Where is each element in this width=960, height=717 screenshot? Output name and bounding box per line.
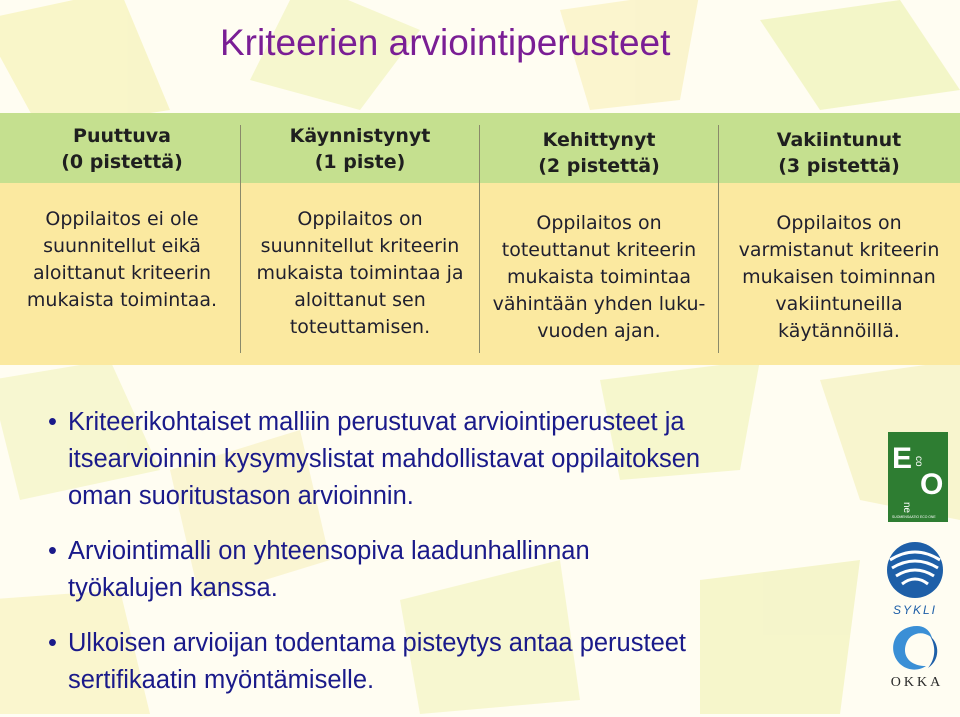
column-body: [240, 206, 480, 341]
body-line: Oppilaitos on: [536, 212, 662, 234]
body-line: aloittanut sen: [294, 289, 426, 311]
column-header-points: (3 pistettä): [778, 155, 900, 177]
body-line: Oppilaitos on: [297, 208, 423, 230]
body-line: vuoden ajan.: [537, 320, 661, 342]
bullet-list: [46, 404, 876, 717]
column-header-title: Kehittynyt: [542, 129, 656, 151]
bullet-item: [46, 625, 876, 699]
body-line: suunnitellut eikä: [43, 235, 201, 257]
bullet-dot-icon: •: [48, 629, 57, 657]
column-header-title: Puuttuva: [73, 125, 171, 147]
column-header-points: (2 pistettä): [538, 155, 660, 177]
criteria-table: [0, 113, 960, 365]
body-line: mukaisen toiminnan: [742, 266, 936, 288]
svg-text:O: O: [920, 468, 944, 501]
column-kaynnistynyt: [240, 113, 480, 365]
body-line: Oppilaitos ei ole: [45, 208, 199, 230]
column-body: [718, 210, 960, 345]
body-line: vähintään yhden luku-: [492, 293, 706, 315]
body-line: toteuttamisen.: [289, 316, 431, 338]
column-kehittynyt: [479, 113, 719, 365]
body-line: Oppilaitos on: [776, 212, 902, 234]
column-header-title: Käynnistynyt: [289, 125, 431, 147]
column-header-title: Vakiintunut: [776, 129, 902, 151]
column-body: [0, 206, 244, 314]
bullet-line: työkalujen kanssa.: [68, 574, 278, 602]
column-header: [0, 123, 244, 175]
svg-text:ne: ne: [901, 502, 912, 514]
svg-text:co: co: [913, 456, 924, 467]
column-header-points: (1 piste): [314, 151, 406, 173]
svg-text:SYKLI: SYKLI: [892, 603, 938, 617]
body-line: mukaista toimintaa.: [26, 289, 218, 311]
page-title: Kriteerien arviointiperusteet: [220, 22, 671, 63]
svg-text:OKKA: OKKA: [890, 675, 944, 690]
bullet-line: oman suoritustason arvioinnin.: [68, 482, 414, 510]
column-vakiintunut: [718, 113, 960, 365]
column-header-points: (0 pistettä): [61, 151, 183, 173]
partner-logos: [880, 430, 955, 690]
body-line: varmistanut kriteerin: [738, 239, 940, 261]
column-header: [240, 123, 480, 175]
bullet-line: Arviointimalli on yhteensopiva laadunhallinnan: [68, 537, 590, 565]
bullet-item: [46, 533, 876, 607]
bullet-dot-icon: •: [48, 537, 57, 565]
column-header: [718, 127, 960, 179]
body-line: suunnitellut kriteerin: [260, 235, 460, 257]
body-line: mukaista toimintaa ja: [256, 262, 464, 284]
bullet-line: sertifikaatin myöntämiselle.: [68, 666, 375, 694]
bullet-line: Ulkoisen arvioijan todentama pisteytys antaa perusteet: [68, 629, 687, 657]
bullet-line: itsearvioinnin kysymyslistat mahdollistavat oppilaitoksen: [68, 445, 701, 473]
okka-logo-icon: [880, 620, 954, 690]
bullet-item: [46, 404, 876, 515]
svg-text:E: E: [892, 442, 913, 475]
body-line: toteuttanut kriteerin: [501, 239, 697, 261]
svg-text:SUOMENSAATIO ECO ONE: SUOMENSAATIO ECO ONE: [892, 515, 936, 519]
body-line: mukaista toimintaa: [506, 266, 692, 288]
body-line: vakiintuneilla: [775, 293, 903, 315]
body-line: käytännöillä.: [778, 320, 900, 342]
body-line: aloittanut kriteerin: [33, 262, 211, 284]
bullet-line: Kriteerikohtaiset malliin perustuvat arviointiperusteet ja: [68, 408, 685, 436]
econe-logo-icon: [886, 430, 950, 528]
column-puuttuva: [0, 113, 244, 365]
bullet-dot-icon: •: [48, 408, 57, 436]
column-body: [479, 210, 719, 345]
sykli-logo-icon: [880, 538, 950, 618]
column-header: [479, 127, 719, 179]
